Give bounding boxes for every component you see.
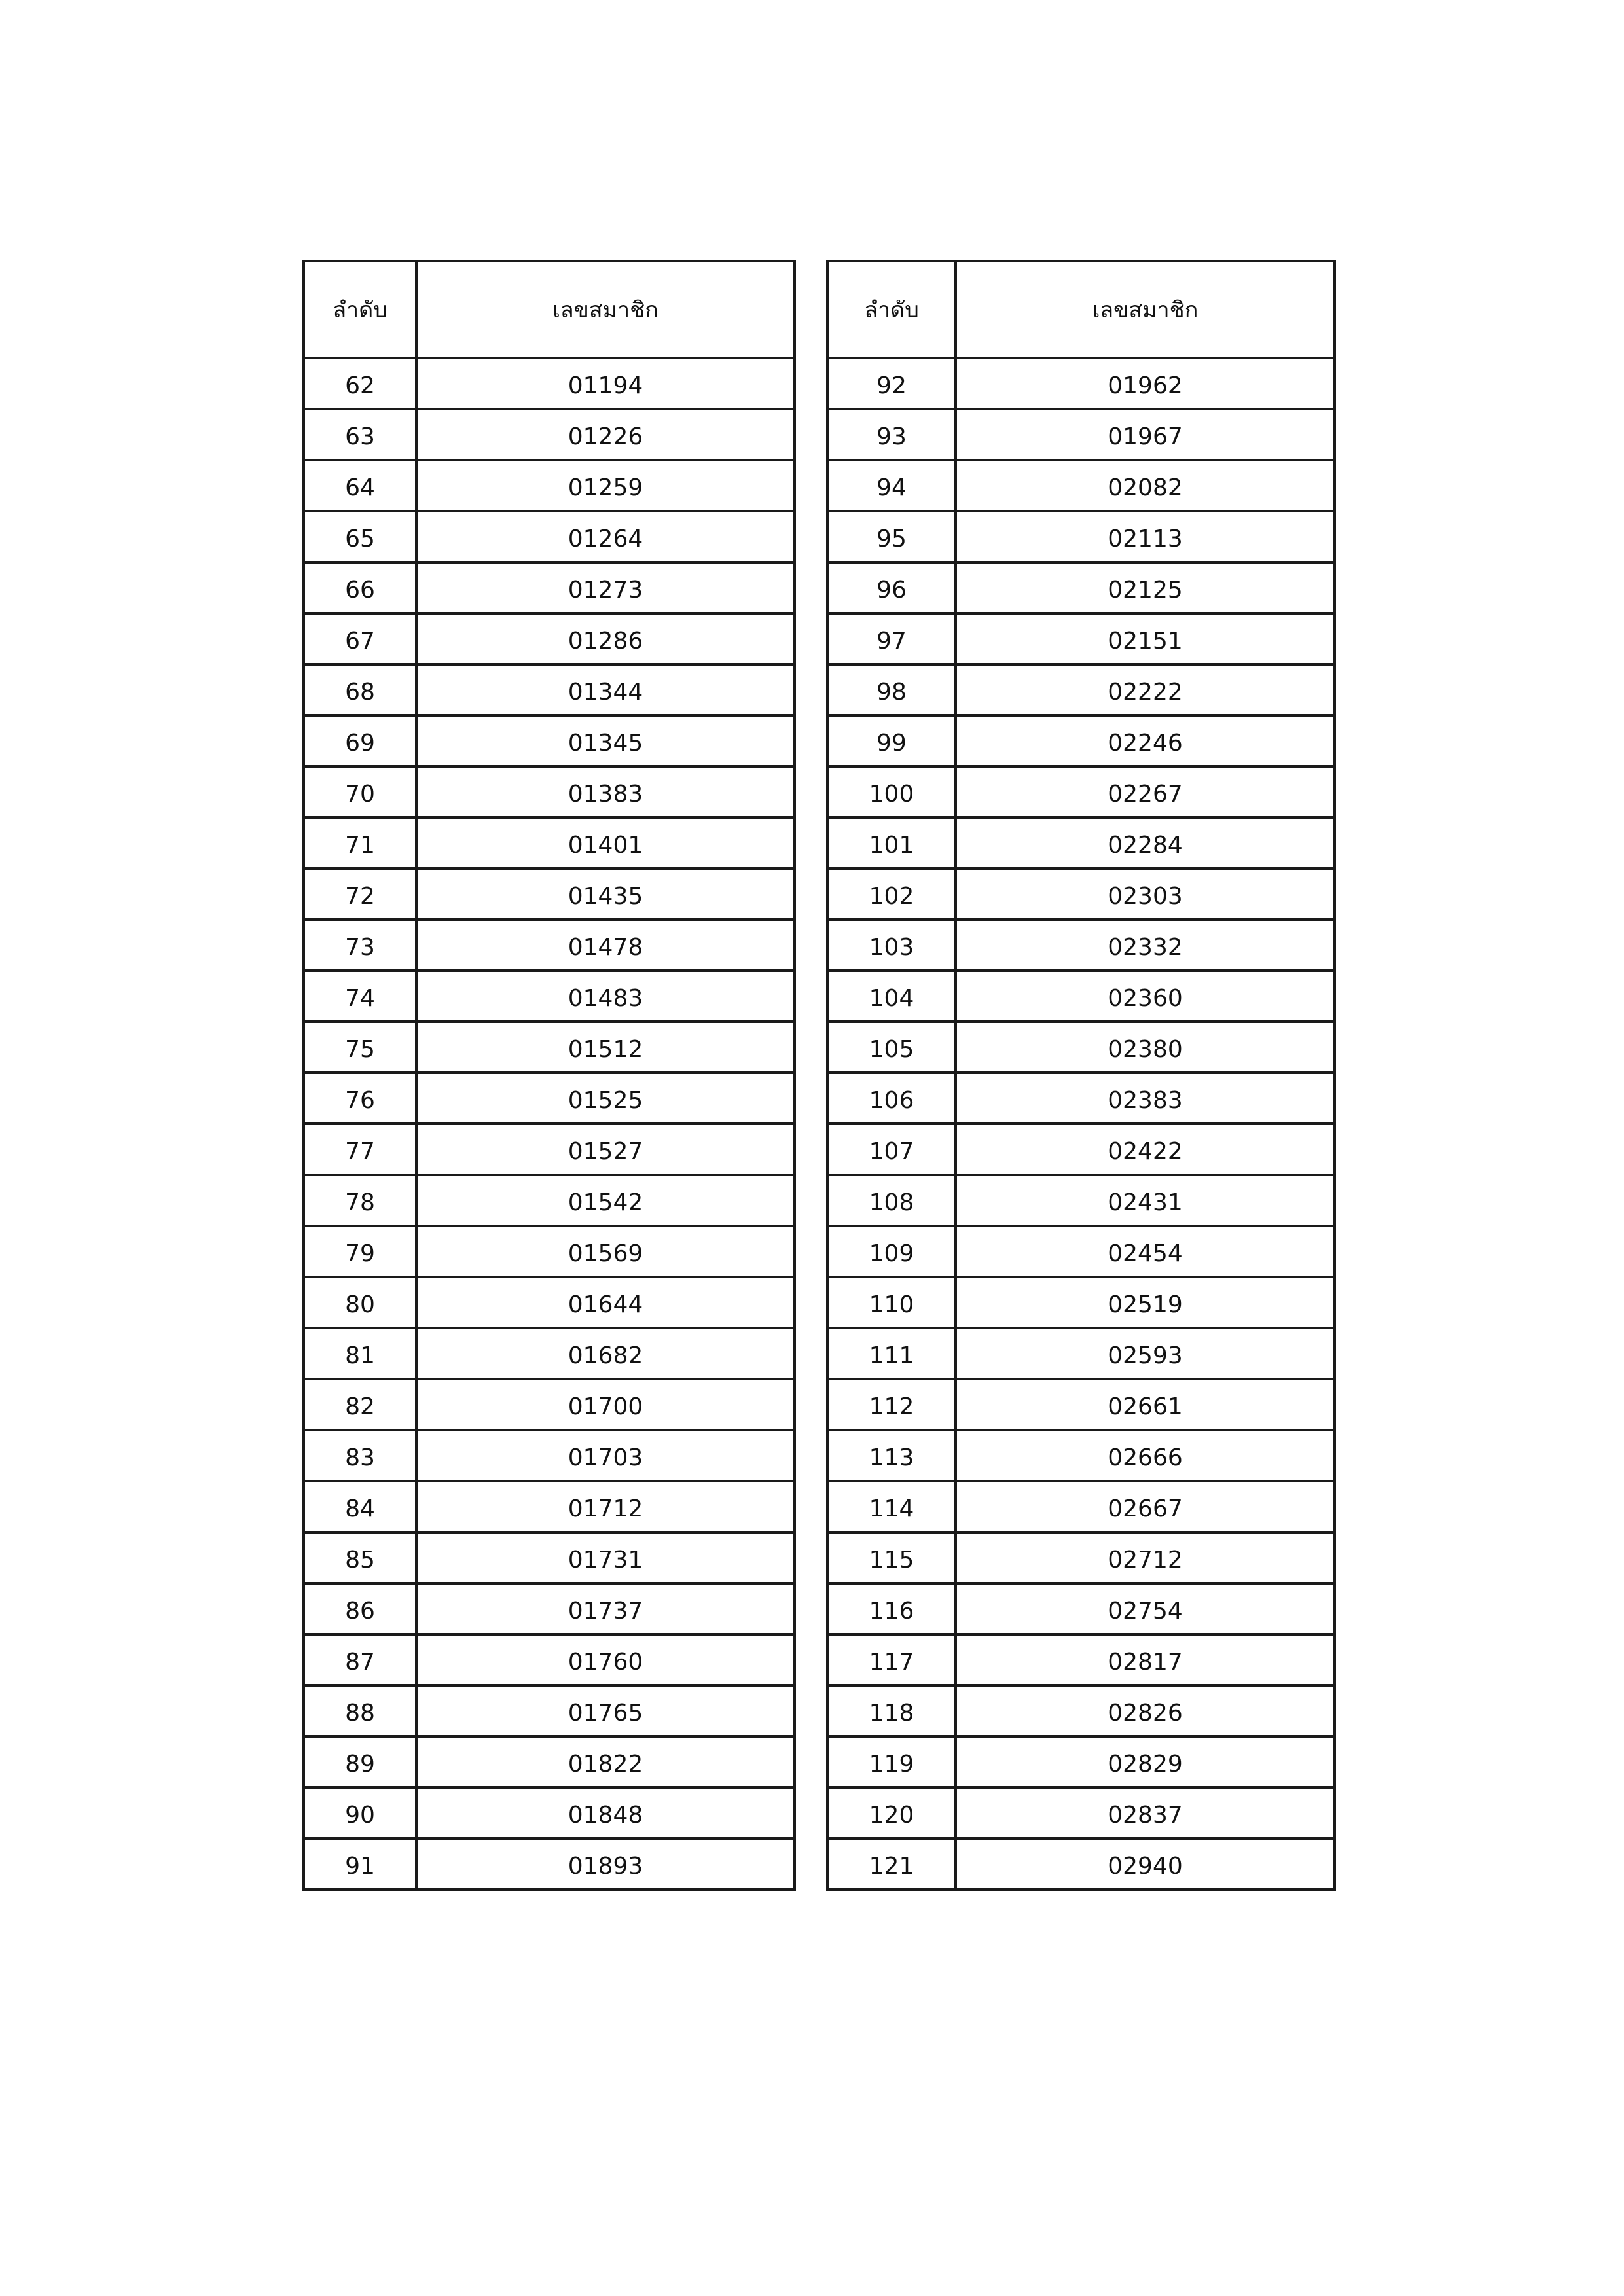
member-no-cell: 01644	[416, 1277, 795, 1328]
table-row	[827, 1481, 1335, 1532]
seq-cell: 69	[304, 715, 416, 766]
member-no-cell: 02222	[956, 664, 1335, 715]
table-row	[304, 1175, 795, 1226]
seq-cell: 83	[304, 1430, 416, 1481]
member-no-cell: 02431	[956, 1175, 1335, 1226]
member-no-cell: 01682	[416, 1328, 795, 1379]
member-no-cell: 01712	[416, 1481, 795, 1532]
table-row	[827, 1124, 1335, 1175]
member-no-cell: 01483	[416, 971, 795, 1022]
table-row	[827, 1328, 1335, 1379]
member-no-cell: 01525	[416, 1073, 795, 1124]
seq-cell: 93	[827, 409, 956, 460]
member-no-cell: 02082	[956, 460, 1335, 511]
table-row	[827, 1277, 1335, 1328]
seq-cell: 64	[304, 460, 416, 511]
member-no-cell: 02267	[956, 766, 1335, 817]
member-no-cell: 02826	[956, 1685, 1335, 1736]
member-no-cell: 01848	[416, 1787, 795, 1839]
member-no-cell: 01765	[416, 1685, 795, 1736]
seq-cell: 121	[827, 1839, 956, 1890]
member-no-cell: 01760	[416, 1634, 795, 1685]
table-row	[304, 1532, 795, 1583]
table-row	[304, 409, 795, 460]
table-row	[827, 409, 1335, 460]
seq-cell: 110	[827, 1277, 956, 1328]
seq-cell: 111	[827, 1328, 956, 1379]
seq-cell: 81	[304, 1328, 416, 1379]
seq-cell: 90	[304, 1787, 416, 1839]
member-no-header: เลขสมาชิก	[956, 261, 1335, 358]
member-no-cell: 02661	[956, 1379, 1335, 1430]
table-row	[827, 1634, 1335, 1685]
member-no-cell: 01737	[416, 1583, 795, 1634]
table-row	[304, 358, 795, 409]
seq-cell: 102	[827, 869, 956, 920]
member-no-cell: 01345	[416, 715, 795, 766]
member-no-cell: 01700	[416, 1379, 795, 1430]
seq-cell: 119	[827, 1736, 956, 1787]
member-no-cell: 01893	[416, 1839, 795, 1890]
seq-cell: 73	[304, 920, 416, 971]
table-row	[304, 869, 795, 920]
seq-cell: 117	[827, 1634, 956, 1685]
table-row	[827, 358, 1335, 409]
member-no-cell: 02712	[956, 1532, 1335, 1583]
seq-cell: 78	[304, 1175, 416, 1226]
table-row	[304, 1379, 795, 1430]
table-row	[304, 1736, 795, 1787]
table-row	[304, 971, 795, 1022]
member-no-cell: 01731	[416, 1532, 795, 1583]
seq-cell: 97	[827, 613, 956, 664]
table-row	[827, 1787, 1335, 1839]
seq-cell: 72	[304, 869, 416, 920]
table-row	[827, 766, 1335, 817]
member-no-header: เลขสมาชิก	[416, 261, 795, 358]
header-row	[304, 261, 795, 358]
seq-cell: 71	[304, 817, 416, 869]
seq-cell: 77	[304, 1124, 416, 1175]
table-row	[827, 511, 1335, 562]
table-row	[827, 715, 1335, 766]
seq-cell: 67	[304, 613, 416, 664]
table-row	[304, 1787, 795, 1839]
member-no-cell: 01962	[956, 358, 1335, 409]
table-row	[304, 511, 795, 562]
member-no-cell: 02454	[956, 1226, 1335, 1277]
table-row	[827, 613, 1335, 664]
member-no-cell: 01542	[416, 1175, 795, 1226]
table-row	[304, 1583, 795, 1634]
table-row	[304, 562, 795, 613]
member-no-cell: 02332	[956, 920, 1335, 971]
table-row	[304, 715, 795, 766]
seq-cell: 104	[827, 971, 956, 1022]
seq-cell: 115	[827, 1532, 956, 1583]
member-no-cell: 02837	[956, 1787, 1335, 1839]
seq-cell: 105	[827, 1022, 956, 1073]
seq-cell: 106	[827, 1073, 956, 1124]
table-row	[827, 562, 1335, 613]
table-row	[827, 1685, 1335, 1736]
member-no-cell: 02940	[956, 1839, 1335, 1890]
table-row	[304, 1685, 795, 1736]
seq-cell: 113	[827, 1430, 956, 1481]
seq-cell: 100	[827, 766, 956, 817]
seq-cell: 85	[304, 1532, 416, 1583]
table-row	[827, 1532, 1335, 1583]
seq-header: ลำดับ	[304, 261, 416, 358]
member-no-cell: 01259	[416, 460, 795, 511]
member-no-cell: 02667	[956, 1481, 1335, 1532]
member-no-cell: 02422	[956, 1124, 1335, 1175]
member-no-cell: 01822	[416, 1736, 795, 1787]
member-no-cell: 02303	[956, 869, 1335, 920]
table-row	[304, 1328, 795, 1379]
table-row	[827, 1226, 1335, 1277]
seq-cell: 95	[827, 511, 956, 562]
table-row	[304, 664, 795, 715]
member-table-right	[826, 260, 1336, 1891]
seq-cell: 66	[304, 562, 416, 613]
seq-cell: 65	[304, 511, 416, 562]
seq-cell: 103	[827, 920, 956, 971]
seq-cell: 99	[827, 715, 956, 766]
seq-header: ลำดับ	[827, 261, 956, 358]
table-row	[304, 920, 795, 971]
seq-cell: 62	[304, 358, 416, 409]
member-no-cell: 02754	[956, 1583, 1335, 1634]
member-no-cell: 02519	[956, 1277, 1335, 1328]
seq-cell: 70	[304, 766, 416, 817]
member-no-cell: 02113	[956, 511, 1335, 562]
seq-cell: 86	[304, 1583, 416, 1634]
table-row	[827, 817, 1335, 869]
table-row	[304, 1073, 795, 1124]
table-row	[827, 1073, 1335, 1124]
seq-cell: 84	[304, 1481, 416, 1532]
member-no-cell: 02125	[956, 562, 1335, 613]
member-no-cell: 02383	[956, 1073, 1335, 1124]
member-no-cell: 01401	[416, 817, 795, 869]
member-no-cell: 01264	[416, 511, 795, 562]
seq-cell: 63	[304, 409, 416, 460]
table-row	[304, 1022, 795, 1073]
table-row	[827, 869, 1335, 920]
member-no-cell: 01703	[416, 1430, 795, 1481]
table-row	[304, 1839, 795, 1890]
seq-cell: 76	[304, 1073, 416, 1124]
table-row	[827, 664, 1335, 715]
member-no-cell: 01273	[416, 562, 795, 613]
seq-cell: 107	[827, 1124, 956, 1175]
member-no-cell: 02380	[956, 1022, 1335, 1073]
member-table-left	[302, 260, 796, 1891]
seq-cell: 80	[304, 1277, 416, 1328]
seq-cell: 114	[827, 1481, 956, 1532]
member-no-cell: 01194	[416, 358, 795, 409]
member-no-cell: 01967	[956, 409, 1335, 460]
table-row	[304, 1430, 795, 1481]
seq-cell: 116	[827, 1583, 956, 1634]
member-no-cell: 02284	[956, 817, 1335, 869]
member-no-cell: 01286	[416, 613, 795, 664]
seq-cell: 87	[304, 1634, 416, 1685]
member-no-cell: 02829	[956, 1736, 1335, 1787]
member-no-cell: 01527	[416, 1124, 795, 1175]
member-no-cell: 02593	[956, 1328, 1335, 1379]
table-body	[304, 358, 795, 1890]
seq-cell: 98	[827, 664, 956, 715]
table-row	[304, 460, 795, 511]
table-row	[827, 1379, 1335, 1430]
seq-cell: 92	[827, 358, 956, 409]
member-no-cell: 01226	[416, 409, 795, 460]
seq-cell: 101	[827, 817, 956, 869]
seq-cell: 109	[827, 1226, 956, 1277]
table-row	[827, 971, 1335, 1022]
seq-cell: 120	[827, 1787, 956, 1839]
member-no-cell: 01512	[416, 1022, 795, 1073]
table-row	[827, 1022, 1335, 1073]
table-row	[304, 1226, 795, 1277]
table-row	[827, 1175, 1335, 1226]
seq-cell: 108	[827, 1175, 956, 1226]
table-row	[827, 920, 1335, 971]
seq-cell: 88	[304, 1685, 416, 1736]
table-row	[304, 817, 795, 869]
seq-cell: 74	[304, 971, 416, 1022]
table-row	[827, 1736, 1335, 1787]
member-no-cell: 01569	[416, 1226, 795, 1277]
table-row	[827, 460, 1335, 511]
table-row	[827, 1839, 1335, 1890]
member-no-cell: 02246	[956, 715, 1335, 766]
table-row	[304, 766, 795, 817]
seq-cell: 91	[304, 1839, 416, 1890]
member-no-cell: 02666	[956, 1430, 1335, 1481]
seq-cell: 118	[827, 1685, 956, 1736]
table-row	[304, 1481, 795, 1532]
table-body	[827, 358, 1335, 1890]
seq-cell: 96	[827, 562, 956, 613]
table-row	[304, 1634, 795, 1685]
member-no-cell: 01344	[416, 664, 795, 715]
member-no-cell: 02817	[956, 1634, 1335, 1685]
seq-cell: 68	[304, 664, 416, 715]
header-row	[827, 261, 1335, 358]
table-row	[827, 1583, 1335, 1634]
member-no-cell: 01435	[416, 869, 795, 920]
member-no-cell: 01383	[416, 766, 795, 817]
table-row	[827, 1430, 1335, 1481]
seq-cell: 89	[304, 1736, 416, 1787]
seq-cell: 75	[304, 1022, 416, 1073]
seq-cell: 94	[827, 460, 956, 511]
table-row	[304, 613, 795, 664]
member-no-cell: 01478	[416, 920, 795, 971]
member-no-cell: 02360	[956, 971, 1335, 1022]
seq-cell: 82	[304, 1379, 416, 1430]
seq-cell: 79	[304, 1226, 416, 1277]
member-no-cell: 02151	[956, 613, 1335, 664]
table-row	[304, 1277, 795, 1328]
seq-cell: 112	[827, 1379, 956, 1430]
table-row	[304, 1124, 795, 1175]
